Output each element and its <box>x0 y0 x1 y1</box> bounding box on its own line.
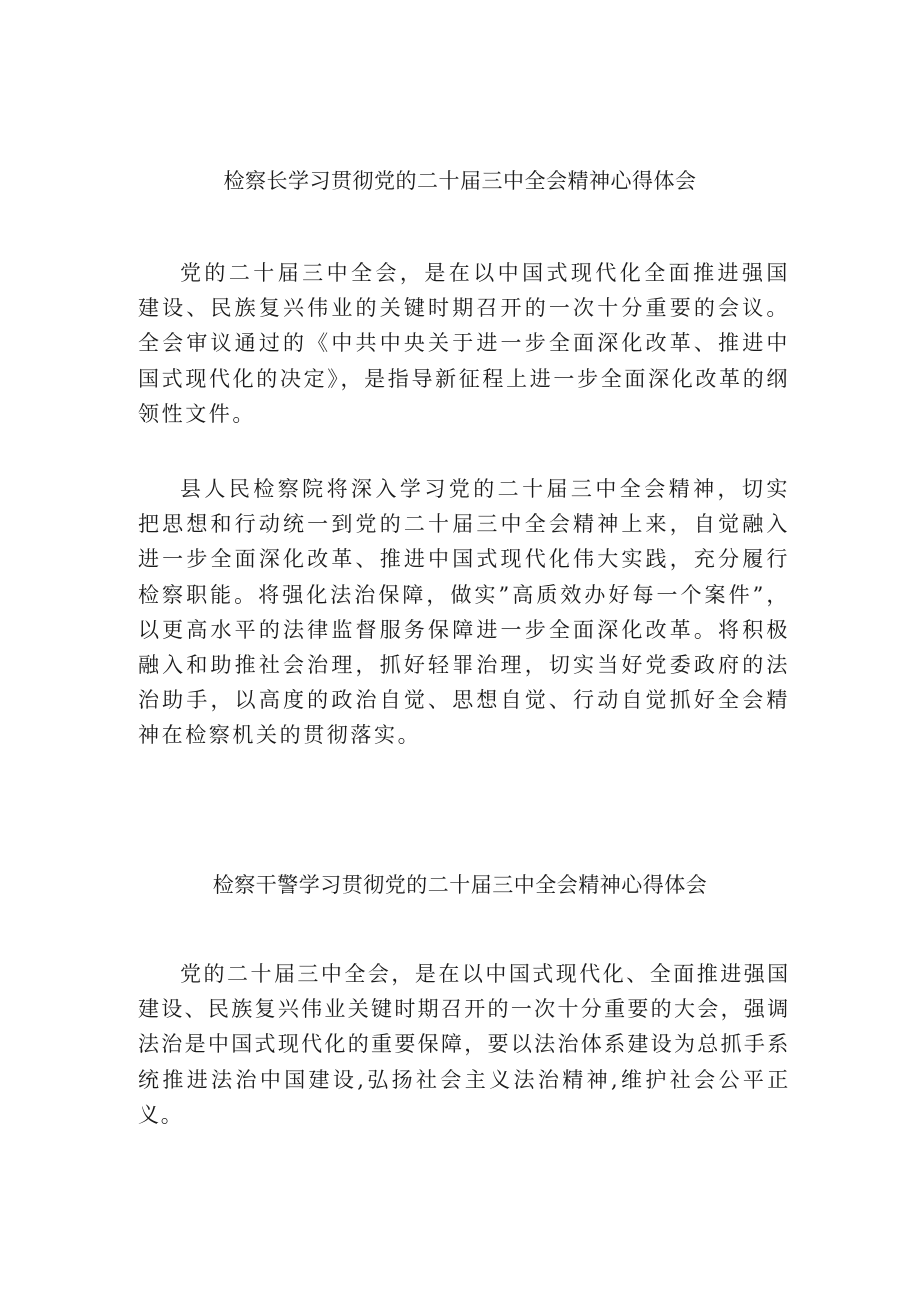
section-2-title: 检察干警学习贯彻党的二十届三中全会精神心得体会 <box>212 873 708 897</box>
section-1-paragraph-1: 党的二十届三中全会，是在以中国式现代化全面推进强国建设、民族复兴伟业的关键时期召开的一次十分重要的会议。全会审议通过的《中共中央关于进一步全面深化改革、推进中国式现代化的决定》，是指导新征程上进一步全面深化改革的纲领性文件。 <box>138 261 790 426</box>
section-2-paragraph-1: 党的二十届三中全会，是在以中国式现代化、全面推进强国建设、民族复兴伟业关键时期召开的一次十分重要的大会，强调法治是中国式现代化的重要保障，要以法治体系建设为总抓手系统推进法治中国建设,弘扬社会主义法治精神,维护社会公平正义。 <box>138 962 790 1127</box>
section-1-title: 检察长学习贯彻党的二十届三中全会精神心得体会 <box>223 169 697 193</box>
section-1-paragraph-2: 县人民检察院将深入学习党的二十届三中全会精神，切实把思想和行动统一到党的二十届三中全会精神上来，自觉融入进一步全面深化改革、推进中国式现代化伟大实践，充分履行检察职能。将强化法治保障，做实”高质效办好每一个案件”，以更高水平的法律监督服务保障进一步全面深化改革。将积极融入和助推社会治理，抓好轻罪治理，切实当好党委政府的法治助手，以高度的政治自觉、思想自觉、行动自觉抓好全会精神在检察机关的贯彻落实。 <box>138 477 790 748</box>
